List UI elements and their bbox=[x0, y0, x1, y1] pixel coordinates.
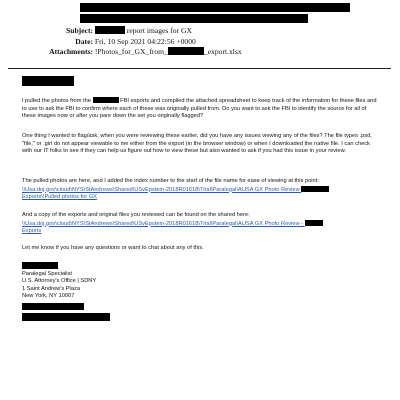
date-value: Fri, 10 Sep 2021 04:22:56 +0000 bbox=[94, 37, 196, 46]
paragraph-5-text: Let me know if you have any questions or want to chat about any of this. bbox=[22, 245, 204, 251]
redaction-attachment bbox=[168, 47, 204, 55]
signature-title: Paralegal Specialist bbox=[22, 271, 72, 277]
attachment-prefix: !Photos_for_GX_from_ bbox=[94, 47, 168, 56]
exports-folder-link-cont[interactable]: Exports bbox=[22, 228, 42, 235]
signature-block bbox=[22, 271, 96, 301]
date-label: Date: bbox=[75, 37, 93, 46]
attachments-label: Attachments: bbox=[49, 47, 93, 56]
redaction-recipient bbox=[22, 76, 74, 86]
subject-label: Subject: bbox=[66, 26, 93, 35]
signature-office: U.S. Attorney's Office | SDNY bbox=[22, 278, 97, 285]
message-paragraph-4 bbox=[22, 212, 380, 236]
header-divider bbox=[8, 68, 391, 69]
redaction-inline-1 bbox=[93, 97, 119, 103]
redaction-signature-phone bbox=[22, 303, 84, 310]
photos-folder-link-cont[interactable]: Exports\!Pulled photos for GX bbox=[22, 194, 97, 201]
redaction-link-1 bbox=[301, 186, 329, 192]
paragraph-1-end: FBI exports and compiled the attached spreadsheet to keep track of the information for these files and to use to ask the FBI to confirm where each of these was originally pulled from. Do you want to ask the FBI to identify the source for all of these images now or after you pare down the set you originally flagged? bbox=[22, 98, 377, 120]
signature-city: New York, NY 10007 bbox=[22, 293, 75, 300]
attachments-line bbox=[40, 47, 242, 56]
date-line bbox=[40, 37, 196, 46]
attachment-suffix: _export.xlsx bbox=[203, 47, 242, 56]
message-paragraph-1 bbox=[22, 97, 380, 121]
paragraph-4-text: And a copy of the exports and original files you reviewed can be found on the shared here: bbox=[22, 212, 250, 218]
redaction-signature-name bbox=[22, 262, 58, 269]
photos-folder-link[interactable]: \\Usa.doj.gov\cloud\NYS\StAndrews\Shared\USvEpstein-2018R01618\Trial\Paralegal\AUSA GX Photo Review bbox=[22, 186, 302, 193]
paragraph-2-text: One thing I wanted to flag/ask, when you were reviewing these earlier, did you have any issues viewing any of the files? The file types .psd, "file," or .girl do not appear viewable to me either from the export (in the browser window) or when I downloaded the native file. I can check with our IT folks to see if they can help us figure out how to view these but also wanted to ask if you had this issue in your review. bbox=[22, 133, 372, 155]
subject-line bbox=[40, 26, 192, 35]
message-paragraph-2 bbox=[22, 133, 380, 156]
message-paragraph-5 bbox=[22, 245, 380, 253]
paragraph-1-start: I pulled the photos from the bbox=[22, 98, 93, 104]
subject-value: report images for GX bbox=[126, 26, 192, 35]
redaction-top-2 bbox=[80, 14, 308, 23]
redaction-top-1 bbox=[80, 3, 350, 12]
exports-folder-link[interactable]: \\Usa.doj.gov\cloud\NYS\StAndrews\Shared\USvEpstein-2018R01618\Trial\Paralegal\AUSA GX Photo Review - bbox=[22, 220, 305, 227]
message-paragraph-3 bbox=[22, 178, 380, 202]
signature-street: 1 Saint Andrew's Plaza bbox=[22, 285, 80, 292]
redaction-signature-email bbox=[22, 313, 110, 321]
paragraph-3-text: The pulled photos are here, and I added the index number to the start of the file name for ease of viewing at this point: bbox=[22, 178, 319, 184]
redaction-subject bbox=[95, 26, 125, 34]
redaction-link-2 bbox=[305, 220, 323, 226]
